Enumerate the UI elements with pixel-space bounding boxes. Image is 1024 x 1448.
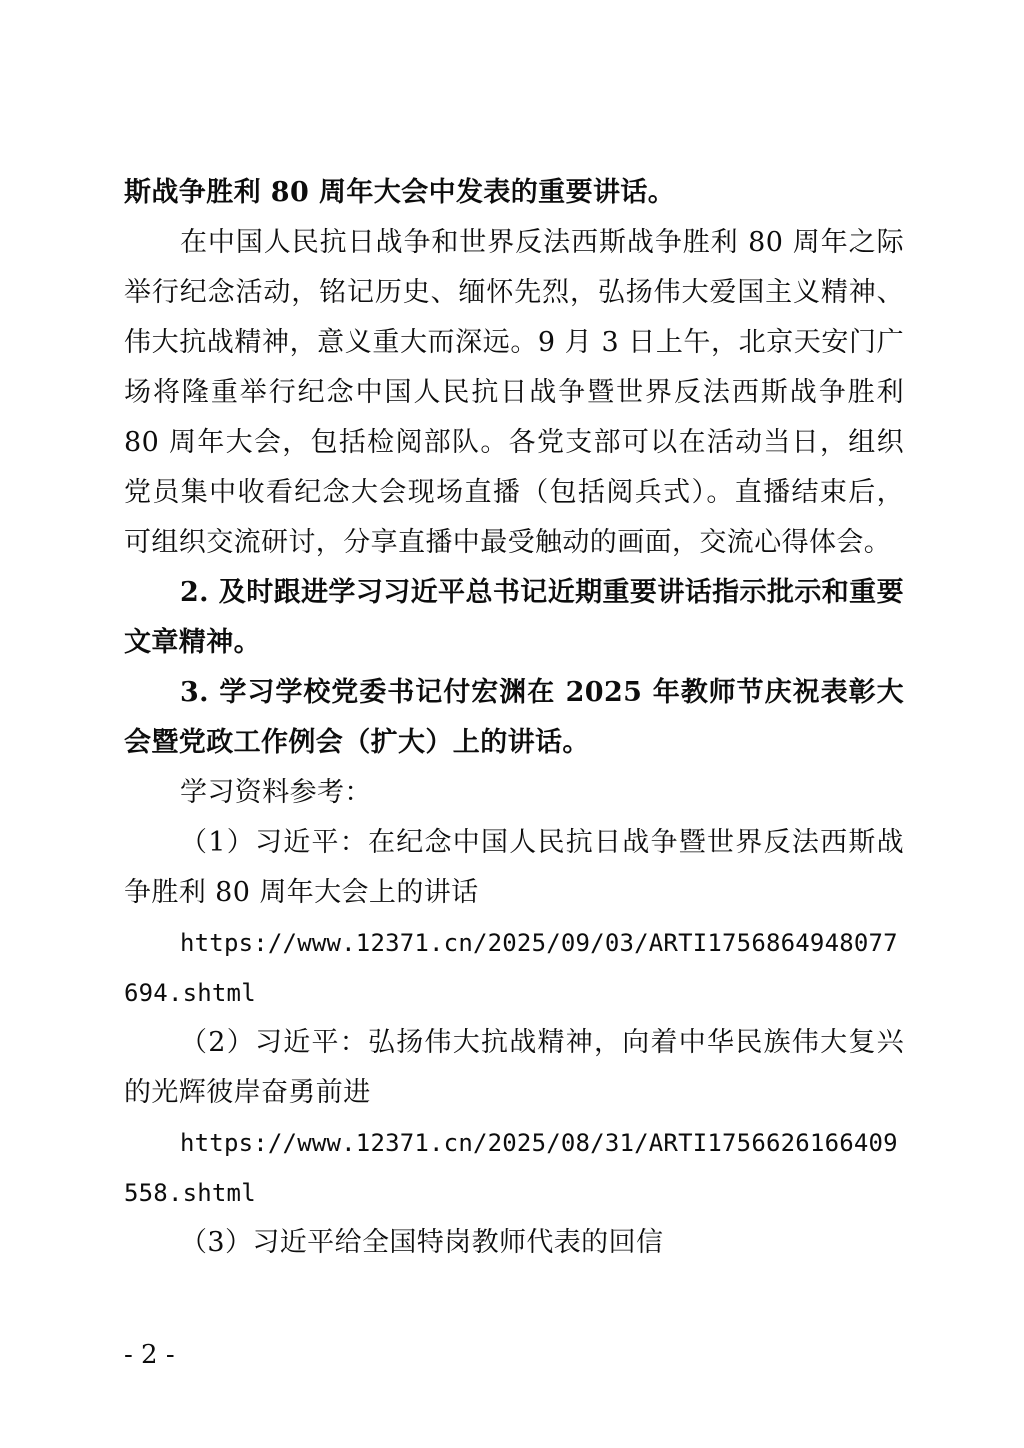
list-item-3: 3. 学习学校党委书记付宏渊在 2025 年教师节庆祝表彰大会暨党政工作例会（扩大）上的讲话。 bbox=[124, 677, 904, 758]
page-number: - 2 - bbox=[124, 1340, 175, 1370]
heading-continuation: 斯战争胜利 80 周年大会中发表的重要讲话。 bbox=[124, 177, 676, 208]
study-reference-label: 学习资料参考： bbox=[180, 777, 372, 808]
reference-item-2: （2）习近平：弘扬伟大抗战精神，向着中华民族伟大复兴的光辉彼岸奋勇前进 bbox=[124, 1027, 904, 1108]
document-body bbox=[124, 168, 904, 1268]
reference-item-1: （1）习近平：在纪念中国人民抗日战争暨世界反法西斯战争胜利 80 周年大会上的讲话 bbox=[124, 827, 904, 908]
reference-item-3: （3）习近平给全国特岗教师代表的回信 bbox=[180, 1227, 664, 1258]
reference-url-2[interactable]: https://www.12371.cn/2025/08/31/ARTI1756626166409558.shtml bbox=[124, 1129, 898, 1207]
paragraph-commemoration: 在中国人民抗日战争和世界反法西斯战争胜利 80 周年之际举行纪念活动，铭记历史、缅怀先烈，弘扬伟大爱国主义精神、伟大抗战精神，意义重大而深远。9 月 3 日上午，北京天安门广场将隆重举行纪念中国人民抗日战争暨世界反法西斯战争胜利 80 周年大会，包括检阅部队。各党支部可以在活动当日，组织党员集中收看纪念大会现场直播（包括阅兵式）。直播结束后，可组织交流研讨，分享直播中最受触动的画面，交流心得体会。 bbox=[124, 227, 904, 558]
list-item-2: 2. 及时跟进学习习近平总书记近期重要讲话指示批示和重要文章精神。 bbox=[124, 577, 904, 658]
reference-url-1[interactable]: https://www.12371.cn/2025/09/03/ARTI1756864948077694.shtml bbox=[124, 929, 898, 1007]
